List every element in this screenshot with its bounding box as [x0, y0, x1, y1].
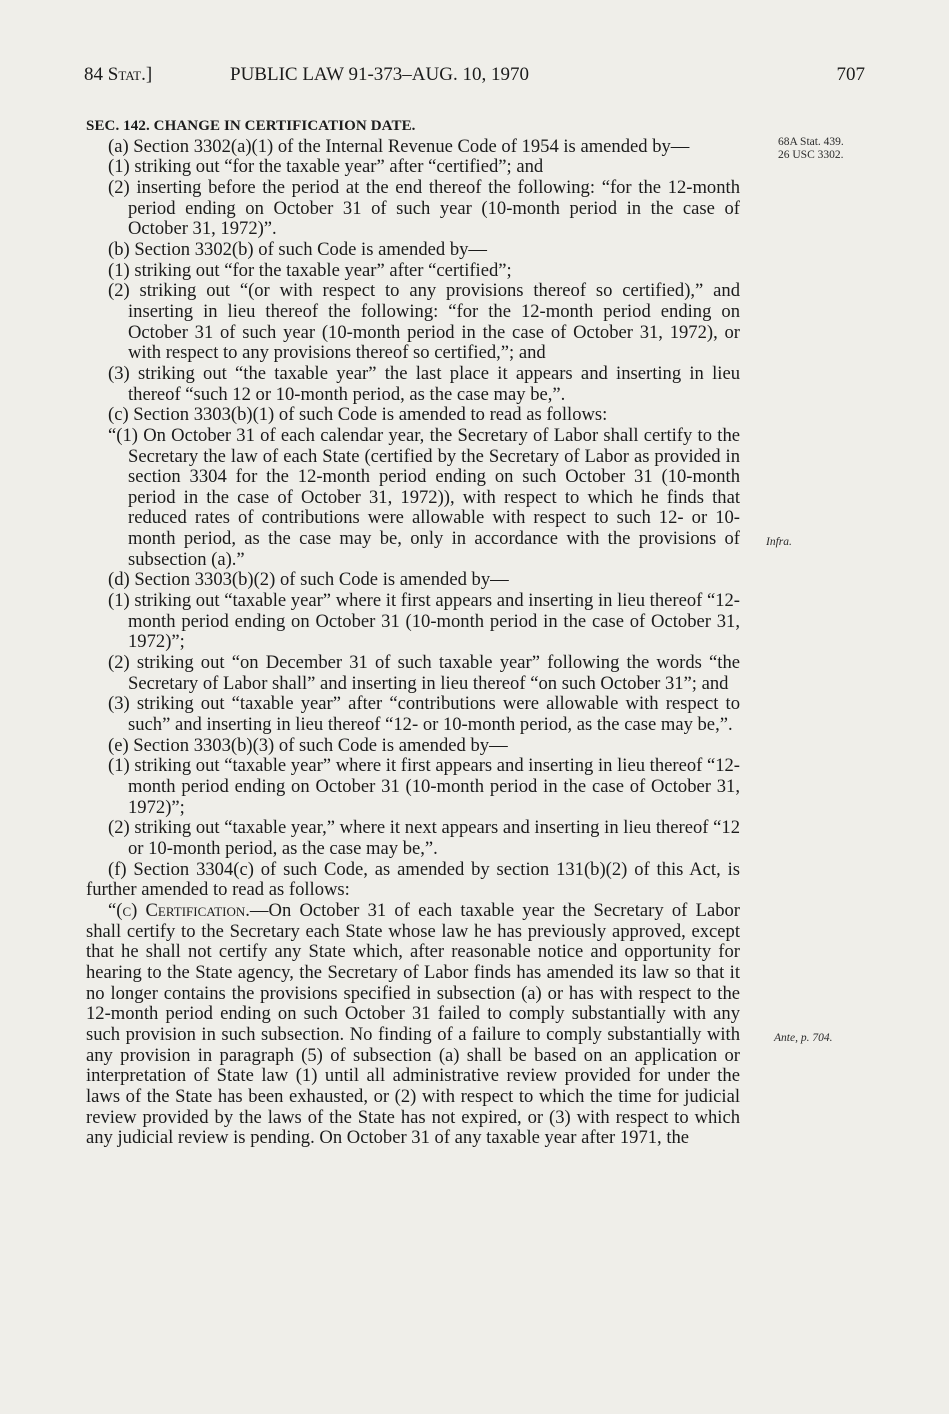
paragraph-d-3: (3) striking out “taxable year” after “contributions were allowable with respect to such” and inserting in lieu thereof “12- or 10-month period, as the case may be,”. [108, 693, 740, 736]
paragraph-e-1: (1) striking out “taxable year” where it first appears and inserting in lieu thereof “12-month period ending on October 31 (10-month period in the case of October 31, 1972)”; [108, 755, 740, 818]
page-body [86, 116, 740, 1149]
paragraph-b: (b) Section 3302(b) of such Code is amended by— [108, 238, 488, 260]
paragraph-e-2: (2) striking out “taxable year,” where it next appears and inserting in lieu thereof “12 or 10-month period, as the case may be,”. [108, 817, 740, 859]
margin-note-line: 26 USC 3302. [778, 149, 844, 161]
paragraph-d-2: (2) striking out “on December 31 of such taxable year” following the words “the Secretary of Labor shall” and inserting in lieu thereof “on such October 31”; and [108, 652, 740, 694]
page-header [84, 64, 865, 90]
margin-note-ante: Ante, p. 704. [774, 1032, 833, 1044]
margin-note-citation [778, 136, 844, 162]
paragraph-c-quote: “(1) On October 31 of each calendar year, the Secretary of Labor shall certify to the Secretary the law of each State (certified by the Secretary of Labor as provided in section 3304 for the 12-month period ending on such October 31 (10-month period in the case of October 31, 1972)), with respect to which he finds that reduced rates of contributions were allowable with respect to such 12- or 10-month period, as the case may be, only in accordance with the provisions of subsection (a).” [108, 424, 740, 570]
paragraph-a-2: (2) inserting before the period at the end thereof the following: “for the 12-month period ending on October 31 of such year (10-month period in the case of October 31, 1972)”. [108, 176, 740, 240]
statute-volume: 84 Stat.] [84, 64, 153, 85]
paragraph-a: (a) Section 3302(a)(1) of the Internal Revenue Code of 1954 is amended by— [108, 135, 690, 157]
certification-paragraph [86, 901, 740, 1149]
margin-note-infra: Infra. [766, 536, 792, 548]
paragraph-c: (c) Section 3303(b)(1) of such Code is amended to read as follows: [108, 404, 608, 426]
section-heading: SEC. 142. CHANGE IN CERTIFICATION DATE. [86, 118, 416, 134]
running-title: PUBLIC LAW 91-373–AUG. 10, 1970 [230, 64, 529, 85]
paragraph-e: (e) Section 3303(b)(3) of such Code is amended by— [108, 734, 508, 756]
margin-note-line: 68A Stat. 439. [778, 136, 844, 148]
certification-lead: “(c) Certification. [108, 899, 250, 921]
paragraph-f: (f) Section 3304(c) of such Code, as amended by section 131(b)(2) of this Act, is further amended to read as follows: [86, 858, 740, 901]
paragraph-b-2: (2) striking out “(or with respect to any provisions thereof so certified),” and inserting in lieu thereof the following: “for the 12-month period ending on October 31 of such year (10-month period in the case of October 31, 1972), or with respect to any provisions thereof so certified,”; and [108, 280, 740, 364]
paragraph-d-1: (1) striking out “taxable year” where it first appears and inserting in lieu thereof “12-month period ending on October 31 (10-month period in the case of October 31, 1972)”; [108, 590, 740, 653]
page-number: 707 [836, 64, 865, 85]
certification-text: —On October 31 of each taxable year the Secretary of Labor shall certify to the Secretary each State whose law he has previously approved, except that he shall not certify any State which, after reasonable notice and opportunity for hearing to the State agency, the Secretary of Labor finds has amended its law so that it no longer contains the provisions specified in subsection (a) or has with respect to the 12-month period ending on such October 31 failed to comply substantially with any such provision in such subsection. No finding of a failure to comply substantially with any provision in paragraph (5) of subsection (a) shall be based on an application or interpretation of State law (1) until all administrative review provided for under the laws of the State has been exhausted, or (2) with respect to which the time for judicial review provided by the laws of the State has not expired, or (3) with respect to which any judicial review is pending. On October 31 of any taxable year after 1971, the [86, 899, 740, 1149]
paragraph-b-3: (3) striking out “the taxable year” the last place it appears and inserting in lieu thereof “such 12 or 10-month period, as the case may be,”. [108, 362, 740, 405]
paragraph-a-1: (1) striking out “for the taxable year” after “certified”; and [108, 156, 544, 178]
paragraph-d: (d) Section 3303(b)(2) of such Code is amended by— [108, 569, 509, 591]
paragraph-b-1: (1) striking out “for the taxable year” after “certified”; [108, 259, 512, 281]
